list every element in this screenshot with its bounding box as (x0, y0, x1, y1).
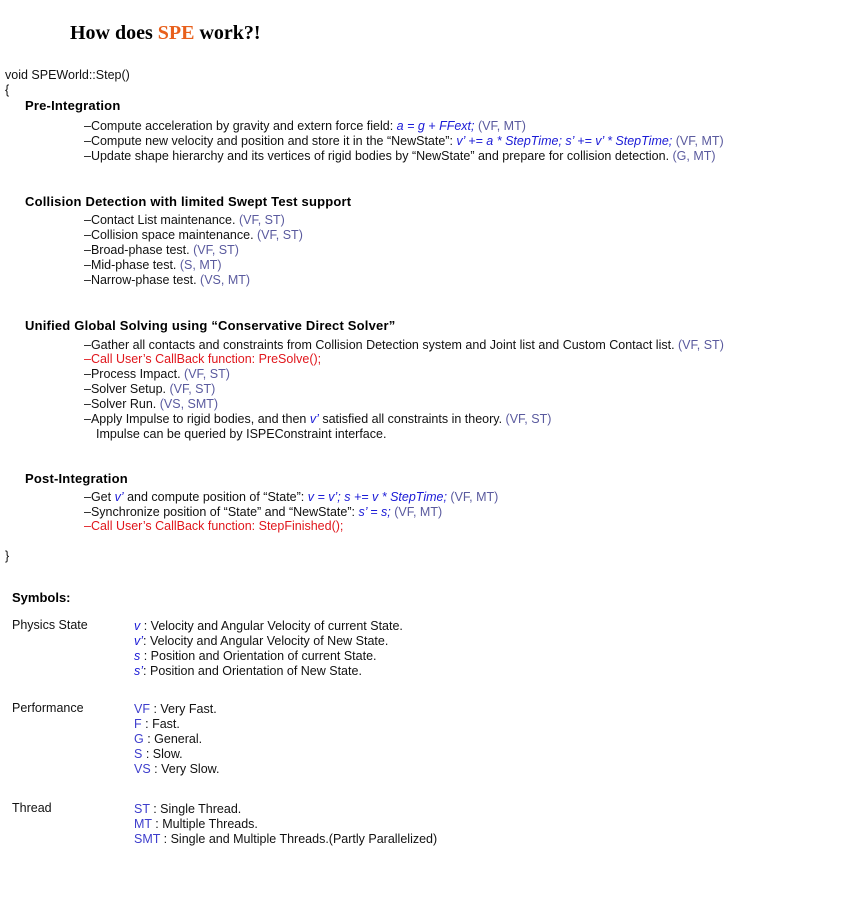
close-brace: } (5, 549, 10, 563)
solving-line-7: Impulse can be queried by ISPEConstraint interface. (96, 427, 387, 441)
physics-item-3: s : Position and Orientation of current State. (134, 649, 377, 663)
thread-label: Thread (12, 801, 52, 815)
post-integration-callback-stepfinished: –Call User’s CallBack function: StepFinished(); (84, 519, 344, 533)
solving-line-3: –Process Impact. (VF, ST) (84, 367, 230, 381)
symbols-header: Symbols: (12, 590, 71, 605)
solving-line-1: –Gather all contacts and constraints from Collision Detection system and Joint list and Custom Contact list. (VF, ST) (84, 338, 724, 352)
performance-item-4: S : Slow. (134, 747, 183, 761)
physics-item-4: s’: Position and Orientation of New State. (134, 664, 362, 678)
performance-item-1: VF : Very Fast. (134, 702, 217, 716)
collision-line-2: –Collision space maintenance. (VF, ST) (84, 228, 303, 242)
open-brace: { (5, 83, 10, 97)
solving-header: Unified Global Solving using “Conservative Direct Solver” (25, 318, 396, 333)
performance-label: Performance (12, 701, 84, 715)
post-integration-line-2: –Synchronize position of “State” and “NewState”: s’ = s; (VF, MT) (84, 505, 443, 519)
post-integration-header: Post-Integration (25, 471, 128, 486)
title-prefix: How does (70, 22, 158, 44)
collision-line-5: –Narrow-phase test. (VS, MT) (84, 273, 251, 287)
physics-state-label: Physics State (12, 618, 88, 632)
solving-line-5: –Solver Run. (VS, SMT) (84, 397, 219, 411)
post-integration-line-1: –Get v’ and compute position of “State”: v = v’; s += v * StepTime; (VF, MT) (84, 490, 499, 504)
performance-item-2: F : Fast. (134, 717, 180, 731)
page-title (70, 22, 261, 45)
solving-callback-presolve: –Call User’s CallBack function: PreSolve(); (84, 352, 322, 366)
solving-line-4: –Solver Setup. (VF, ST) (84, 382, 216, 396)
physics-item-2: v’: Velocity and Angular Velocity of New State. (134, 634, 389, 648)
performance-item-5: VS : Very Slow. (134, 762, 220, 776)
function-signature: void SPEWorld::Step() (5, 68, 130, 82)
thread-item-2: MT : Multiple Threads. (134, 817, 258, 831)
pre-integration-line-1: –Compute acceleration by gravity and extern force field: a = g + FFext; (VF, MT) (84, 119, 526, 133)
thread-item-3: SMT : Single and Multiple Threads.(Partly Parallelized) (134, 832, 438, 846)
solving-line-6: –Apply Impulse to rigid bodies, and then v’ satisfied all constraints in theory. (VF, ST) (84, 412, 552, 426)
collision-header: Collision Detection with limited Swept Test support (25, 194, 352, 209)
collision-line-1: –Contact List maintenance. (VF, ST) (84, 213, 285, 227)
collision-line-3: –Broad-phase test. (VF, ST) (84, 243, 239, 257)
pre-integration-line-3: –Update shape hierarchy and its vertices of rigid bodies by “NewState” and prepare for collision detection. (G, MT) (84, 149, 716, 163)
collision-line-4: –Mid-phase test. (S, MT) (84, 258, 222, 272)
pre-integration-line-2: –Compute new velocity and position and store it in the “NewState”: v’ += a * StepTime; s’ += v’ * StepTime; (VF, MT) (84, 134, 724, 148)
performance-item-3: G : General. (134, 732, 203, 746)
physics-item-1: v : Velocity and Angular Velocity of current State. (134, 619, 403, 633)
title-highlight: SPE (157, 22, 195, 44)
pre-integration-header: Pre-Integration (25, 98, 121, 113)
title-suffix: work?! (194, 22, 261, 44)
thread-item-1: ST : Single Thread. (134, 802, 242, 816)
